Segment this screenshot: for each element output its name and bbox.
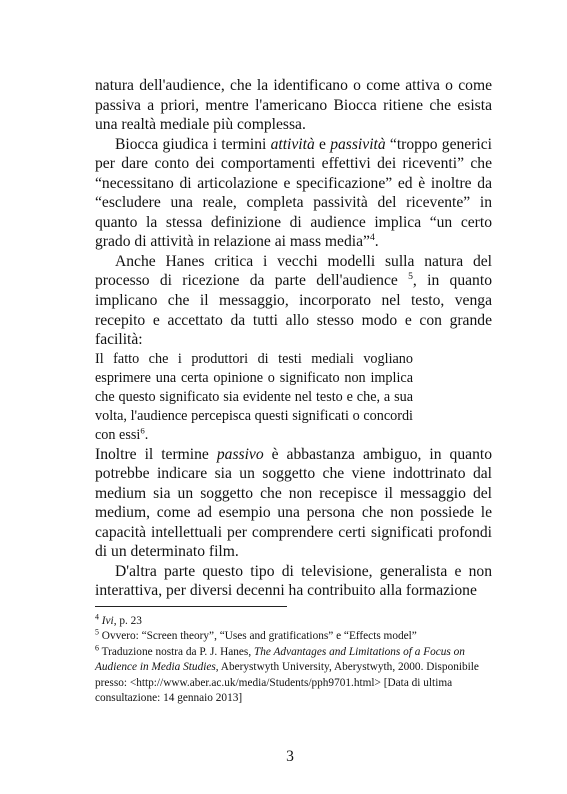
footnote-ref-6[interactable]: 6 — [140, 425, 145, 436]
block-quote — [95, 350, 413, 445]
footnote-6-title: The Advantages and Limitations of a Focus on Audience in Media Studies — [95, 645, 465, 674]
paragraph-4 — [95, 445, 492, 562]
paragraph-4-lead: Inoltre il termine — [95, 445, 217, 463]
paragraph-2-end: . — [374, 233, 379, 251]
paragraph-2 — [95, 135, 492, 252]
footnote-5-number: 5 — [95, 628, 99, 638]
footnote-6-number: 6 — [95, 643, 99, 653]
paragraph-2-body: “troppo generici per dare conto dei comportamenti effettivi dei riceventi” che “necessitano di articolazione e specificazione” ed è inoltre da “escludere una reale, completa passività del ricevente” in quanto la stessa definizione di audience implica “un certo grado di attività in relazione ai mass media” — [95, 135, 493, 251]
paragraph-2-lead: Biocca giudica i termini — [115, 135, 271, 153]
footnote-ref-4[interactable]: 4 — [369, 232, 375, 244]
footnote-6-lead: Traduzione nostra da P. J. Hanes, — [101, 645, 254, 658]
footnote-5-text: Ovvero: “Screen theory”, “Uses and gratifications” e “Effects model” — [101, 630, 417, 643]
paragraph-3-body: , in quanto implicano che il messaggio, incorporato nel testo, venga recepito e accettato da tutti allo stesso modo e con grande facilità: — [95, 272, 492, 349]
term-passivo: passivo — [216, 445, 264, 463]
paragraph-5 — [95, 562, 492, 601]
footnote-4-source: Ivi — [101, 615, 114, 627]
paragraph-3 — [95, 252, 492, 350]
footnote-5 — [95, 629, 495, 644]
paragraph-2-conjunction: e — [314, 135, 331, 153]
page-number: 3 — [286, 748, 294, 765]
paragraph-1 — [95, 76, 492, 135]
footnote-6 — [95, 645, 495, 707]
footnote-ref-5[interactable]: 5 — [408, 271, 413, 283]
paragraph-1-text: natura dell'audience, che la identificano o come attiva o come passiva a priori, mentre l'americano Biocca ritiene che esista una realtà mediale più complessa. — [95, 77, 492, 134]
footnote-4 — [95, 614, 495, 629]
paragraph-3-lead: Anche Hanes critica i vecchi modelli sulla natura del processo di ricezione da parte dell'audience — [95, 252, 492, 290]
block-quote-end: . — [144, 426, 149, 443]
footnote-4-number: 4 — [95, 612, 99, 622]
footnote-4-text: , p. 23 — [113, 615, 142, 627]
term-attivita: attività — [270, 135, 315, 153]
paragraph-4-body: è abbastanza ambiguo, in quanto potrebbe indicare sia un soggetto che viene indottrinato dal medium sia un soggetto che non recepisce il messaggio del medium, come ad esempio una persona che non possiede le capacità intellettuali per comprendere certi significati profondi di un determinato film. — [95, 445, 492, 561]
paragraph-5-text: D'altra parte questo tipo di televisione, generalista e non interattiva, per diversi decenni ha contribuito alla formazione — [95, 562, 492, 600]
footnote-6-text: , Aberystwyth University, Aberystwyth, 2000. Disponibile presso: <http://www.aber.ac.uk/media/Students/pph9701.html> [Data di ultima consultazione: 14 gennaio 2013] — [95, 661, 479, 705]
footnote-divider — [95, 606, 287, 607]
main-text — [95, 76, 492, 601]
footnotes — [95, 614, 495, 706]
term-passivita: passività — [330, 135, 386, 153]
block-quote-text: Il fatto che i produttori di testi mediali vogliano esprimere una certa opinione o significato non implica che questo significato sia evidente nel testo e che, a sua volta, l'audience percepisca questi significati o concordi con essi — [95, 350, 413, 443]
